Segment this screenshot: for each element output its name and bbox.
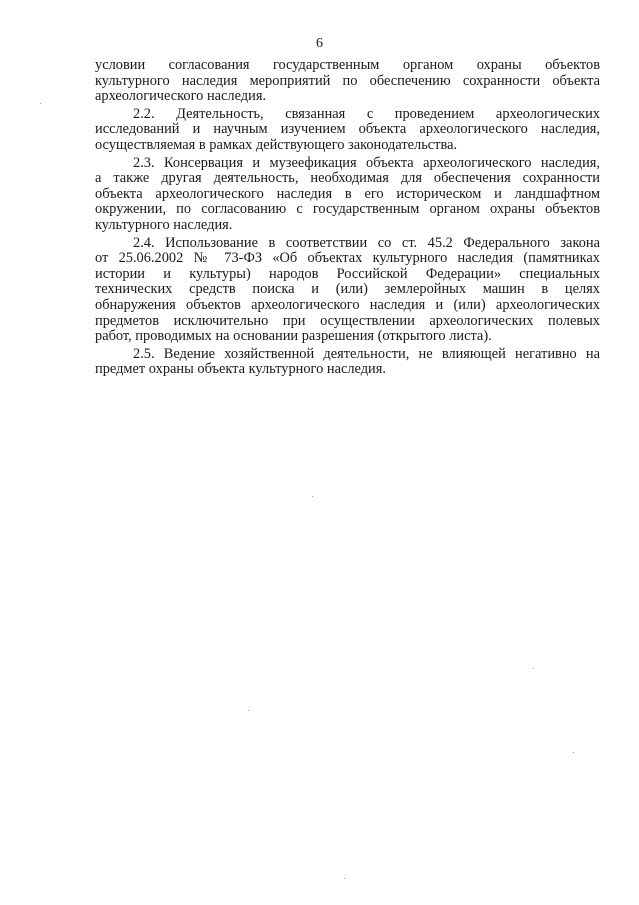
text-line: от 25.06.2002 № 73-ФЗ «Об объектах культурного наследия (памятниках <box>95 250 600 267</box>
text-line: условии согласования государственным органом охраны объектов <box>95 57 600 73</box>
scan-speck <box>533 668 534 669</box>
paragraph-2-4 <box>95 236 600 345</box>
text-line: объекта археологического наследия в его историческом и ландшафтном <box>95 185 600 202</box>
text-line: окружении, по согласованию с государственным органом охраны объектов <box>95 201 600 218</box>
text-line: исследований и научным изучением объекта археологического наследия, <box>95 121 600 138</box>
text-line: 2.3. Консервация и музеефикация объекта археологического наследия, <box>133 154 600 171</box>
text-line: предмет охраны объекта культурного наследия. <box>95 361 386 378</box>
scan-speck <box>40 103 41 104</box>
text-line: 2.2. Деятельность, связанная с проведением археологических <box>133 105 600 122</box>
scan-speck <box>573 752 574 753</box>
page-number: 6 <box>316 36 323 51</box>
scan-speck <box>344 878 345 879</box>
paragraph-2-2 <box>95 107 600 154</box>
text-line: а также другая деятельность, необходимая для обеспечения сохранности <box>95 170 600 187</box>
text-line: технических средств поиска и (или) землеройных машин в целях <box>95 281 600 298</box>
text-line: 2.4. Использование в соответствии со ст. 45.2 Федерального закона <box>133 234 600 251</box>
text-line: истории и культуры) народов Российской Федерации» специальных <box>95 265 600 282</box>
text-line: 2.5. Ведение хозяйственной деятельности, не влияющей негативно на <box>133 345 600 362</box>
text-line: культурного наследия. <box>95 216 233 233</box>
document-body <box>95 58 600 380</box>
paragraph-2-5 <box>95 347 600 378</box>
scan-speck <box>312 496 313 497</box>
text-line: предметов исключительно при осуществлении археологических полевых <box>95 312 600 329</box>
scan-speck <box>248 710 249 711</box>
paragraph-2-3 <box>95 156 600 234</box>
text-line: археологического наследия. <box>95 88 267 105</box>
text-line: культурного наследия мероприятий по обеспечению сохранности объекта <box>95 72 600 89</box>
text-line: работ, проводимых на основании разрешения (открытого листа). <box>95 328 492 345</box>
text-line: обнаружения объектов археологического наследия и (или) археологических <box>95 296 600 313</box>
text-line: осуществляемая в рамках действующего законодательства. <box>95 136 458 153</box>
paragraph-continuation <box>95 58 600 105</box>
